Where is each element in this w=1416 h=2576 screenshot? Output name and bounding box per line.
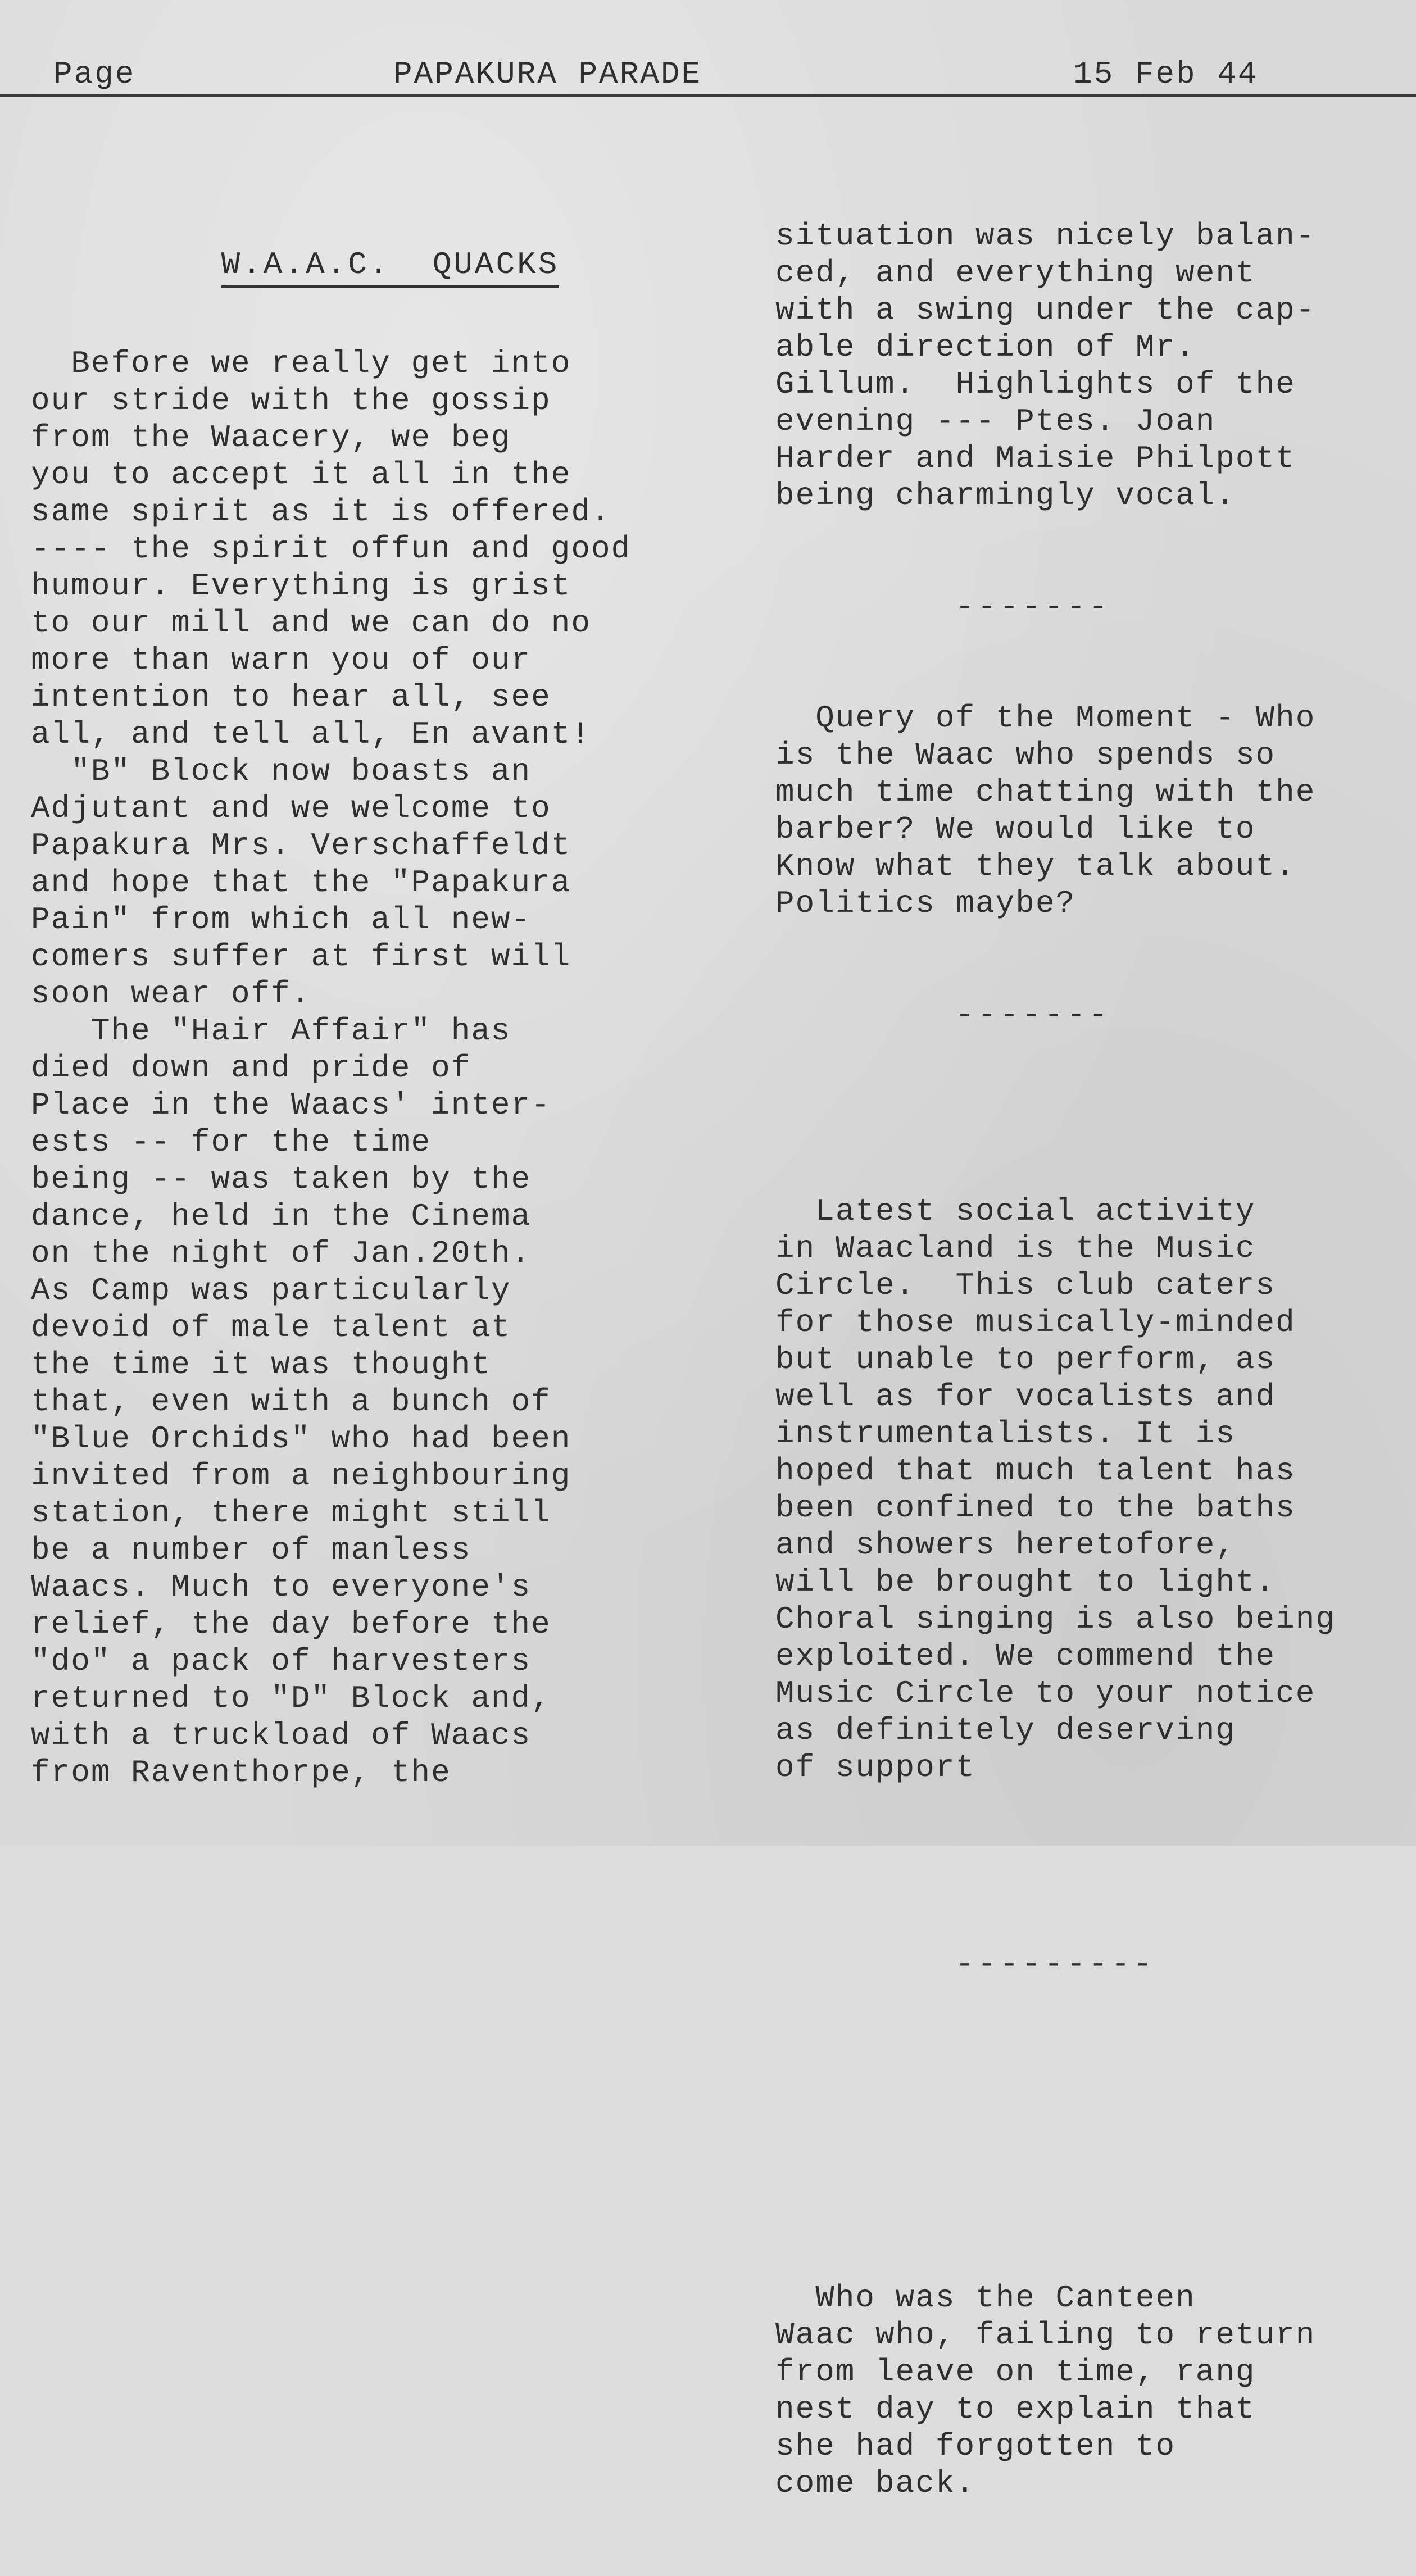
text-line: our stride with the gossip xyxy=(31,383,551,419)
separator-1: ------- xyxy=(955,589,1111,625)
spacer xyxy=(775,1860,1405,1871)
text-line: Who was the Canteen xyxy=(775,2280,1196,2316)
text-line: be a number of manless xyxy=(31,1532,471,1568)
text-line: invited from a neighbouring xyxy=(31,1458,571,1494)
text-line: comers suffer at first will xyxy=(31,939,571,975)
text-line: and showers heretofore, xyxy=(775,1527,1236,1563)
text-line: that, even with a bunch of xyxy=(31,1384,551,1420)
left-column xyxy=(31,135,694,1865)
text-line: Papakura Mrs. Verschaffeldt xyxy=(31,828,571,864)
text-line: to our mill and we can do no xyxy=(31,605,591,641)
article-heading: W.A.A.C. QUACKS xyxy=(221,246,560,288)
text-line: Politics maybe? xyxy=(775,885,1076,921)
text-line: will be brought to light. xyxy=(775,1564,1276,1600)
text-line: able direction of Mr. xyxy=(775,329,1196,365)
text-line: ced, and everything went xyxy=(775,255,1256,291)
issue-date: 15 Feb 44 xyxy=(1073,56,1259,92)
text-line: Place in the Waacs' inter- xyxy=(31,1087,551,1123)
text-line: Choral singing is also being xyxy=(775,1601,1336,1637)
text-line: being -- was taken by the xyxy=(31,1161,532,1197)
text-line: devoid of male talent at xyxy=(31,1310,511,1346)
paragraph-canteen xyxy=(775,2279,1405,2502)
text-line: and hope that the "Papakura xyxy=(31,865,571,901)
text-line: hoped that much talent has xyxy=(775,1453,1296,1489)
text-line: "Blue Orchids" who had been xyxy=(31,1421,571,1457)
text-line: from leave on time, rang xyxy=(775,2354,1256,2390)
spacer xyxy=(775,2168,1405,2205)
text-line: but unable to perform, as xyxy=(775,1342,1276,1378)
text-line: same spirit as it is offered. xyxy=(31,494,611,530)
text-line: is the Waac who spends so xyxy=(775,737,1276,773)
text-line: dance, held in the Cinema xyxy=(31,1198,532,1234)
text-line: much time chatting with the xyxy=(775,774,1316,810)
text-line: returned to "D" Block and, xyxy=(31,1680,551,1716)
text-line: Harder and Maisie Philpott xyxy=(775,440,1296,476)
text-line: died down and pride of xyxy=(31,1050,471,1086)
text-line: Gillum. Highlights of the xyxy=(775,366,1296,402)
text-line: with a truckload of Waacs xyxy=(31,1718,532,1753)
text-line: come back. xyxy=(775,2465,976,2501)
text-line: barber? We would like to xyxy=(775,811,1256,847)
text-line: "B" Block now boasts an xyxy=(31,753,532,789)
right-column xyxy=(775,143,1405,2576)
text-line: for those musically-minded xyxy=(775,1305,1296,1341)
paragraph-dance-continued xyxy=(775,217,1405,514)
text-line: in Waacland is the Music xyxy=(775,1230,1256,1266)
text-line: instrumentalists. It is xyxy=(775,1416,1236,1452)
text-line: As Camp was particularly xyxy=(31,1273,511,1309)
text-line: Query of the Moment - Who xyxy=(775,700,1316,736)
heading-wrap xyxy=(31,209,694,283)
text-line: nest day to explain that xyxy=(775,2391,1256,2427)
text-line: evening --- Ptes. Joan xyxy=(775,403,1216,439)
separator-3: --------- xyxy=(955,1946,1156,1982)
text-line: Waac who, failing to return xyxy=(775,2317,1316,2353)
text-line: The "Hair Affair" has xyxy=(31,1013,511,1049)
text-line: of support xyxy=(775,1750,976,1786)
separator-2: ------- xyxy=(955,997,1111,1033)
text-line: from Raventhorpe, the xyxy=(31,1755,451,1791)
text-line: Know what they talk about. xyxy=(775,848,1296,884)
text-line: from the Waacery, we beg xyxy=(31,420,511,456)
text-line: more than warn you of our xyxy=(31,642,532,678)
text-line: relief, the day before the xyxy=(31,1606,551,1642)
text-line: soon wear off. xyxy=(31,976,311,1012)
text-line: being charmingly vocal. xyxy=(775,478,1236,514)
left-column-text xyxy=(31,345,694,1791)
spacer xyxy=(775,2057,1405,2094)
text-line: Adjutant and we welcome to xyxy=(31,790,551,826)
spacer xyxy=(775,1107,1405,1119)
text-line: with a swing under the cap- xyxy=(775,292,1316,328)
paragraph-music-circle xyxy=(775,1193,1405,1786)
text-line: situation was nicely balan- xyxy=(775,218,1316,254)
header-rule xyxy=(0,94,1416,97)
text-line: ---- the spirit offun and good xyxy=(31,531,632,567)
text-line: intention to hear all, see xyxy=(31,679,551,715)
text-line: you to accept it all in the xyxy=(31,457,571,493)
text-line: "do" a pack of harvesters xyxy=(31,1643,532,1679)
text-line: Circle. This club caters xyxy=(775,1267,1276,1303)
paragraph-query xyxy=(775,699,1405,922)
text-line: been confined to the baths xyxy=(775,1490,1296,1526)
text-line: exploited. We commend the xyxy=(775,1638,1276,1674)
text-line: Before we really get into xyxy=(31,346,571,381)
text-line: Music Circle to your notice xyxy=(775,1675,1316,1711)
text-line: station, there might still xyxy=(31,1495,551,1531)
text-line: humour. Everything is grist xyxy=(31,568,571,604)
text-line: the time it was thought xyxy=(31,1347,491,1383)
text-line: as definitely deserving xyxy=(775,1712,1236,1748)
text-line: Waacs. Much to everyone's xyxy=(31,1569,532,1605)
text-line: ests -- for the time xyxy=(31,1124,432,1160)
text-line: well as for vocalists and xyxy=(775,1379,1276,1415)
newsletter-title: PAPAKURA PARADE xyxy=(393,56,702,92)
text-line: she had forgotten to xyxy=(775,2428,1176,2464)
text-line: Pain" from which all new- xyxy=(31,902,532,938)
page-label: Page xyxy=(53,56,136,92)
text-line: Latest social activity xyxy=(775,1193,1256,1229)
text-line: all, and tell all, En avant! xyxy=(31,716,591,752)
text-line: on the night of Jan.20th. xyxy=(31,1235,532,1271)
